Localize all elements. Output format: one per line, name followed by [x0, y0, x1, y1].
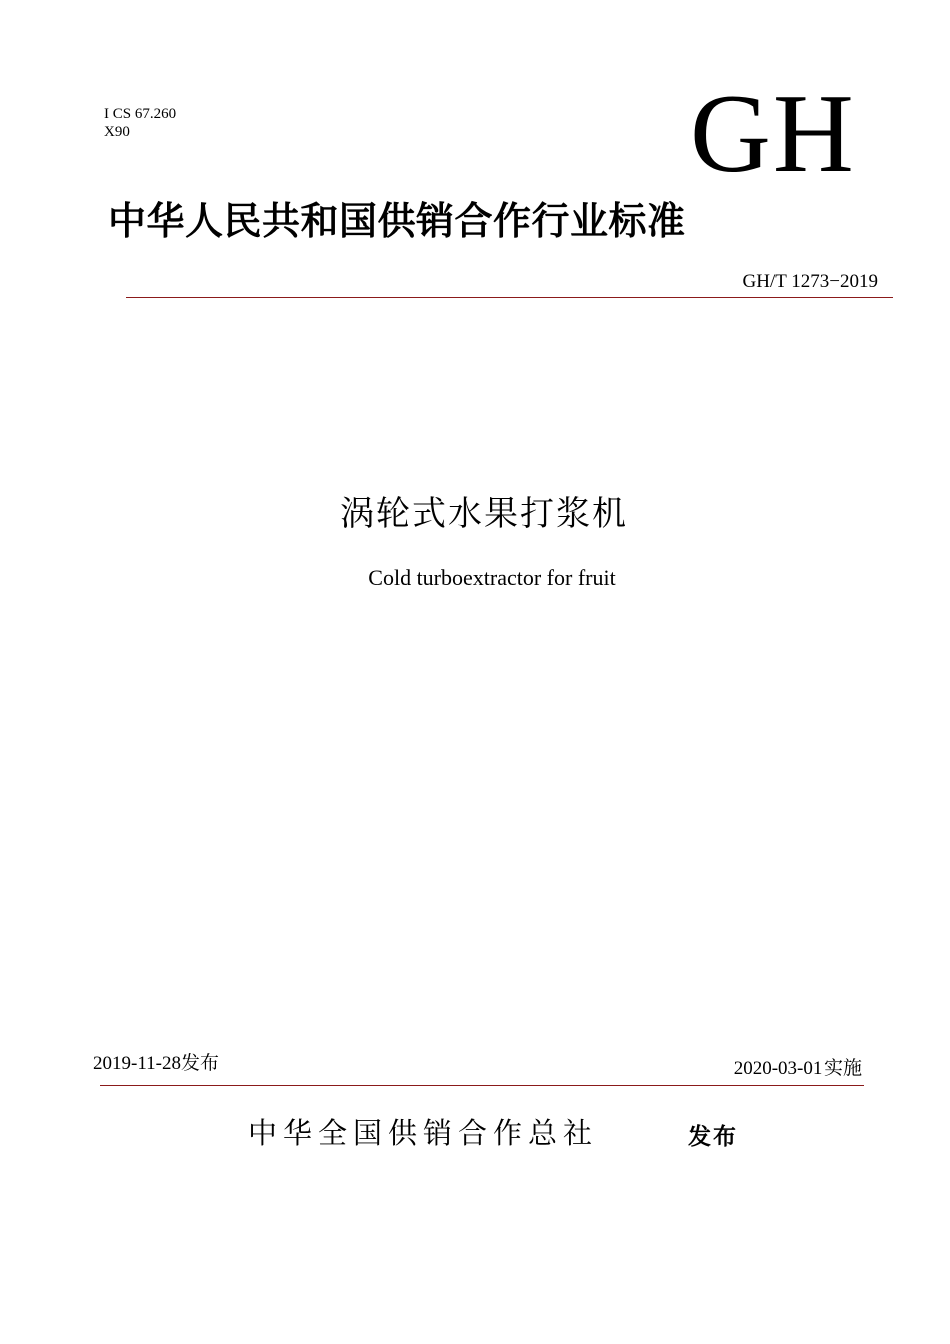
issue-date: 2019-11-28: [93, 1053, 181, 1074]
bottom-divider: [100, 1085, 864, 1086]
top-divider: [126, 297, 893, 298]
issuer-title: 中华人民共和国供销合作行业标准: [108, 199, 686, 243]
issue-date-line: [93, 1050, 219, 1077]
ics-code: I CS 67.260: [104, 106, 177, 122]
implementation-label: 实施: [823, 1057, 862, 1079]
implementation-date-line: [734, 1055, 862, 1082]
standard-number: GH/T 1273−2019: [742, 271, 878, 292]
issue-label: 发布: [180, 1052, 219, 1074]
ccs-code: X90: [104, 124, 130, 140]
publish-label: 发布: [688, 1124, 738, 1150]
document-title-english: Cold turboextractor for fruit: [368, 565, 616, 590]
implementation-date: 2020-03-01: [733, 1058, 823, 1079]
document-title-chinese: 涡轮式水果打浆机: [340, 494, 628, 534]
publisher-name: 中华全国供销合作总社: [248, 1116, 599, 1150]
classification-codes: [104, 105, 176, 141]
gh-logo: GH: [690, 72, 856, 196]
